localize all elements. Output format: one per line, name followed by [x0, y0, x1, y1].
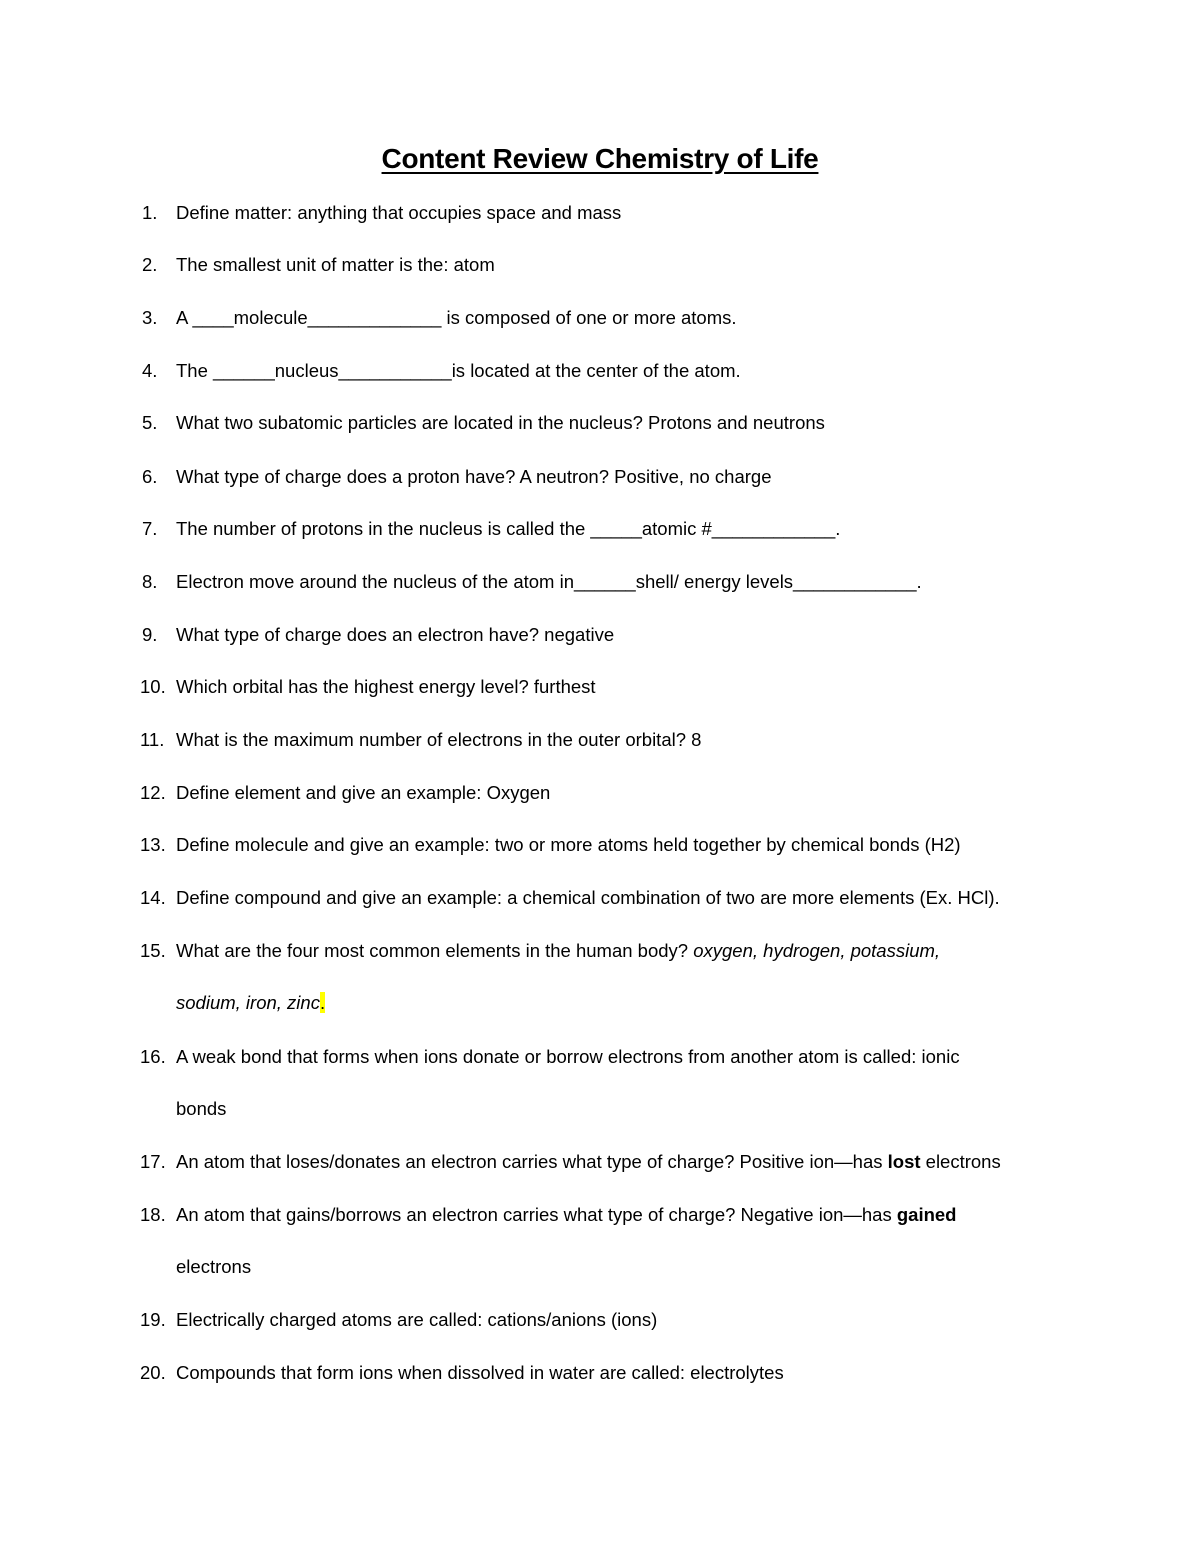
item-number: 17. [140, 1151, 166, 1172]
item-text: What type of charge does a proton have? A neutron? Positive, no charge [176, 466, 772, 487]
item-number: 3. [142, 307, 158, 328]
item-text: The smallest unit of matter is the: atom [176, 254, 495, 275]
item-text: Define molecule and give an example: two or more atoms held together by chemical bonds (H2) [176, 834, 961, 855]
item-text-continued: electrons [176, 1256, 252, 1277]
item-text: What two subatomic particles are located in the nucleus? Protons and neutrons [176, 412, 825, 433]
item-number: 6. [142, 466, 158, 487]
item-answer-italic: oxygen, hydrogen, potassium, [693, 940, 941, 961]
item-number: 2. [142, 254, 158, 275]
item-text: A ____molecule_____________ is composed of one or more atoms. [176, 307, 737, 328]
highlighted-period: . [319, 992, 326, 1013]
item-text-part: What are the four most common elements in the human body? [176, 940, 694, 961]
item-number: 1. [142, 202, 158, 223]
item-text [176, 1150, 1096, 1174]
item-text: The number of protons in the nucleus is called the _____atomic #____________. [176, 518, 841, 539]
item-number: 10. [140, 676, 166, 697]
item-number: 9. [142, 624, 158, 645]
item-text: What type of charge does an electron have? negative [176, 624, 615, 645]
item-text: Electron move around the nucleus of the atom in______shell/ energy levels____________. [176, 571, 922, 592]
item-text: Electrically charged atoms are called: cations/anions (ions) [176, 1309, 658, 1330]
page-title: Content Review Chemistry of Life [381, 143, 819, 174]
item-text: Compounds that form ions when dissolved in water are called: electrolytes [176, 1362, 784, 1383]
item-text: Define matter: anything that occupies space and mass [176, 202, 622, 223]
item-text [176, 1203, 1096, 1227]
item-number: 15. [140, 940, 166, 961]
item-number: 18. [140, 1204, 166, 1225]
item-number: 13. [140, 834, 166, 855]
item-text: A weak bond that forms when ions donate or borrow electrons from another atom is called: ionic [176, 1046, 960, 1067]
item-text-continued: bonds [176, 1098, 227, 1119]
item-number: 14. [140, 887, 166, 908]
item-text: What is the maximum number of electrons in the outer orbital? 8 [176, 729, 702, 750]
item-number: 11. [140, 729, 165, 750]
item-answer-bold: lost [887, 1151, 921, 1172]
item-text [176, 939, 1096, 963]
item-number: 8. [142, 571, 158, 592]
item-text: The ______nucleus___________is located at the center of the atom. [176, 360, 741, 381]
item-number: 20. [140, 1362, 166, 1383]
item-text-part: An atom that gains/borrows an electron carries what type of charge? Negative ion—has [176, 1204, 897, 1225]
item-answer-bold: gained [896, 1204, 957, 1225]
item-number: 5. [142, 412, 158, 433]
item-text-part: electrons [920, 1151, 1001, 1172]
item-number: 16. [140, 1046, 166, 1067]
item-text: Which orbital has the highest energy level? furthest [176, 676, 596, 697]
item-answer-italic: sodium, iron, zinc [176, 992, 320, 1013]
item-text-continued [176, 991, 1096, 1015]
item-text: Define compound and give an example: a chemical combination of two are more elements (Ex. HCl). [176, 887, 1000, 908]
item-number: 12. [140, 782, 166, 803]
item-number: 19. [140, 1309, 166, 1330]
item-number: 7. [142, 518, 158, 539]
item-text: Define element and give an example: Oxygen [176, 782, 551, 803]
item-number: 4. [142, 360, 158, 381]
item-text-part: An atom that loses/donates an electron carries what type of charge? Positive ion—has [176, 1151, 888, 1172]
